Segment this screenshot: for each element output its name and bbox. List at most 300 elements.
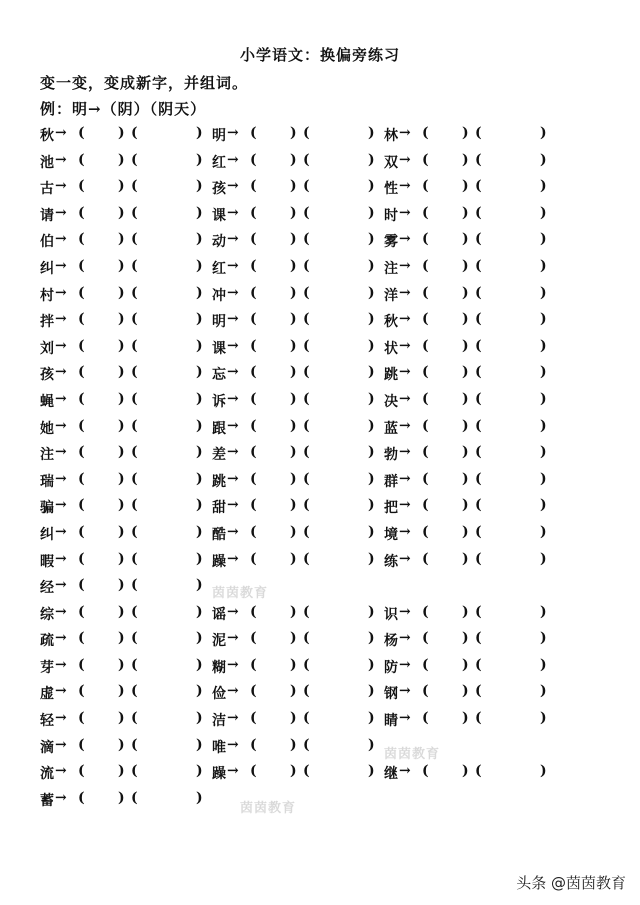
source-character: 滴 <box>40 739 54 756</box>
open-paren: ( <box>475 311 482 328</box>
open-paren: ( <box>250 523 257 540</box>
source-character: 动 <box>212 234 226 251</box>
open-paren: ( <box>422 257 429 274</box>
open-paren: ( <box>303 390 310 407</box>
close-paren: ) <box>540 656 547 673</box>
open-paren: ( <box>78 497 85 514</box>
arrow-icon: → <box>55 470 67 487</box>
arrow-icon: → <box>55 683 67 700</box>
close-paren: ) <box>368 603 375 620</box>
exercise-row <box>0 334 640 361</box>
open-paren: ( <box>475 763 482 780</box>
open-paren: ( <box>250 656 257 673</box>
close-paren: ) <box>368 417 375 434</box>
open-paren: ( <box>303 656 310 673</box>
arrow-icon: → <box>227 444 239 461</box>
close-paren: ) <box>368 656 375 673</box>
arrow-icon: → <box>55 178 67 195</box>
arrow-icon: → <box>55 630 67 647</box>
arrow-icon: → <box>227 497 239 514</box>
exercise-row <box>0 573 640 600</box>
arrow-icon: → <box>399 337 411 354</box>
close-paren: ) <box>118 630 125 647</box>
source-character: 跳 <box>384 367 398 384</box>
exercise-row <box>0 626 640 653</box>
close-paren: ) <box>368 311 375 328</box>
close-paren: ) <box>290 390 297 407</box>
open-paren: ( <box>303 630 310 647</box>
arrow-icon: → <box>227 204 239 221</box>
open-paren: ( <box>303 364 310 381</box>
arrow-icon: → <box>227 683 239 700</box>
open-paren: ( <box>250 470 257 487</box>
close-paren: ) <box>196 789 203 806</box>
source-character: 钢 <box>384 686 398 703</box>
open-paren: ( <box>303 204 310 221</box>
exercise-row <box>0 733 640 760</box>
page-title: 小学语文：换偏旁练习 <box>239 46 400 64</box>
close-paren: ) <box>368 364 375 381</box>
open-paren: ( <box>131 337 138 354</box>
open-paren: ( <box>250 125 257 141</box>
source-character: 骗 <box>40 500 54 517</box>
source-character: 课 <box>212 207 226 224</box>
close-paren: ) <box>368 736 375 753</box>
open-paren: ( <box>303 444 310 461</box>
close-paren: ) <box>462 204 469 221</box>
open-paren: ( <box>303 178 310 195</box>
arrow-icon: → <box>55 390 67 407</box>
open-paren: ( <box>250 337 257 354</box>
open-paren: ( <box>131 789 138 806</box>
close-paren: ) <box>462 390 469 407</box>
close-paren: ) <box>196 630 203 647</box>
close-paren: ) <box>462 125 469 141</box>
open-paren: ( <box>78 470 85 487</box>
open-paren: ( <box>303 603 310 620</box>
open-paren: ( <box>422 630 429 647</box>
source-character: 纠 <box>40 526 54 543</box>
open-paren: ( <box>250 364 257 381</box>
close-paren: ) <box>118 178 125 195</box>
source-character: 识 <box>384 606 398 623</box>
source-character: 谣 <box>212 606 226 623</box>
close-paren: ) <box>290 497 297 514</box>
exercise-row <box>0 600 640 627</box>
open-paren: ( <box>250 151 257 168</box>
source-character: 杨 <box>384 633 398 650</box>
open-paren: ( <box>131 257 138 274</box>
close-paren: ) <box>462 257 469 274</box>
source-footer: 头条 @茵茵教育 <box>516 874 626 892</box>
close-paren: ) <box>118 125 125 141</box>
arrow-icon: → <box>55 364 67 381</box>
arrow-icon: → <box>399 656 411 673</box>
open-paren: ( <box>78 577 85 594</box>
open-paren: ( <box>475 390 482 407</box>
open-paren: ( <box>475 231 482 248</box>
open-paren: ( <box>475 470 482 487</box>
arrow-icon: → <box>399 763 411 780</box>
open-paren: ( <box>422 497 429 514</box>
open-paren: ( <box>475 284 482 301</box>
watermark: 茵茵教育 <box>240 801 297 816</box>
close-paren: ) <box>540 178 547 195</box>
close-paren: ) <box>368 630 375 647</box>
close-paren: ) <box>118 577 125 594</box>
arrow-icon: → <box>227 630 239 647</box>
close-paren: ) <box>540 231 547 248</box>
source-character: 刘 <box>40 340 54 357</box>
close-paren: ) <box>462 683 469 700</box>
open-paren: ( <box>475 550 482 567</box>
close-paren: ) <box>290 630 297 647</box>
open-paren: ( <box>250 204 257 221</box>
arrow-icon: → <box>55 736 67 753</box>
arrow-icon: → <box>399 390 411 407</box>
open-paren: ( <box>250 311 257 328</box>
open-paren: ( <box>78 231 85 248</box>
close-paren: ) <box>368 710 375 727</box>
arrow-icon: → <box>227 523 239 540</box>
source-character: 躁 <box>212 766 226 783</box>
close-paren: ) <box>196 523 203 540</box>
open-paren: ( <box>250 736 257 753</box>
close-paren: ) <box>196 284 203 301</box>
close-paren: ) <box>118 204 125 221</box>
open-paren: ( <box>78 178 85 195</box>
close-paren: ) <box>462 710 469 727</box>
close-paren: ) <box>540 390 547 407</box>
open-paren: ( <box>78 151 85 168</box>
close-paren: ) <box>462 151 469 168</box>
arrow-icon: → <box>55 337 67 354</box>
open-paren: ( <box>250 231 257 248</box>
arrow-icon: → <box>399 125 411 141</box>
open-paren: ( <box>78 364 85 381</box>
source-character: 孩 <box>40 367 54 384</box>
open-paren: ( <box>78 630 85 647</box>
open-paren: ( <box>250 417 257 434</box>
close-paren: ) <box>368 763 375 780</box>
open-paren: ( <box>250 683 257 700</box>
source-character: 躁 <box>212 553 226 570</box>
open-paren: ( <box>303 417 310 434</box>
open-paren: ( <box>422 550 429 567</box>
open-paren: ( <box>131 444 138 461</box>
close-paren: ) <box>290 550 297 567</box>
close-paren: ) <box>290 710 297 727</box>
open-paren: ( <box>475 523 482 540</box>
arrow-icon: → <box>399 231 411 248</box>
source-character: 秋 <box>40 128 54 144</box>
open-paren: ( <box>78 444 85 461</box>
arrow-icon: → <box>399 550 411 567</box>
exercise-row <box>0 493 640 520</box>
source-character: 蝇 <box>40 393 54 410</box>
open-paren: ( <box>422 710 429 727</box>
open-paren: ( <box>131 630 138 647</box>
open-paren: ( <box>475 417 482 434</box>
close-paren: ) <box>118 151 125 168</box>
source-character: 洋 <box>384 287 398 304</box>
close-paren: ) <box>462 417 469 434</box>
close-paren: ) <box>462 470 469 487</box>
close-paren: ) <box>368 337 375 354</box>
source-character: 决 <box>384 393 398 410</box>
arrow-icon: → <box>55 789 67 806</box>
open-paren: ( <box>303 550 310 567</box>
arrow-icon: → <box>227 311 239 328</box>
source-character: 古 <box>40 181 54 198</box>
close-paren: ) <box>196 390 203 407</box>
close-paren: ) <box>368 284 375 301</box>
open-paren: ( <box>303 337 310 354</box>
open-paren: ( <box>131 390 138 407</box>
open-paren: ( <box>131 497 138 514</box>
open-paren: ( <box>131 736 138 753</box>
open-paren: ( <box>131 231 138 248</box>
source-character: 防 <box>384 659 398 676</box>
close-paren: ) <box>196 231 203 248</box>
close-paren: ) <box>196 763 203 780</box>
open-paren: ( <box>422 656 429 673</box>
close-paren: ) <box>540 337 547 354</box>
open-paren: ( <box>422 125 429 141</box>
source-character: 疏 <box>40 633 54 650</box>
arrow-icon: → <box>55 204 67 221</box>
open-paren: ( <box>131 204 138 221</box>
arrow-icon: → <box>227 736 239 753</box>
open-paren: ( <box>422 763 429 780</box>
exercise-row <box>0 467 640 494</box>
arrow-icon: → <box>399 257 411 274</box>
close-paren: ) <box>196 497 203 514</box>
open-paren: ( <box>250 284 257 301</box>
source-character: 综 <box>40 606 54 623</box>
close-paren: ) <box>462 497 469 514</box>
close-paren: ) <box>540 523 547 540</box>
arrow-icon: → <box>55 417 67 434</box>
close-paren: ) <box>540 311 547 328</box>
close-paren: ) <box>368 550 375 567</box>
close-paren: ) <box>290 337 297 354</box>
open-paren: ( <box>250 710 257 727</box>
source-character: 境 <box>384 526 398 543</box>
close-paren: ) <box>196 204 203 221</box>
close-paren: ) <box>290 417 297 434</box>
arrow-icon: → <box>227 125 239 141</box>
open-paren: ( <box>303 523 310 540</box>
close-paren: ) <box>368 257 375 274</box>
close-paren: ) <box>118 736 125 753</box>
exercise-row <box>0 440 640 467</box>
close-paren: ) <box>196 337 203 354</box>
source-character: 性 <box>384 181 398 198</box>
example-text: 例：明→（阴）（阴天） <box>40 100 207 118</box>
close-paren: ) <box>118 470 125 487</box>
close-paren: ) <box>462 603 469 620</box>
arrow-icon: → <box>399 178 411 195</box>
instruction-text: 变一变，变成新字，并组词。 <box>40 74 249 92</box>
close-paren: ) <box>196 417 203 434</box>
close-paren: ) <box>118 523 125 540</box>
open-paren: ( <box>78 523 85 540</box>
close-paren: ) <box>290 736 297 753</box>
source-character: 跳 <box>212 473 226 490</box>
open-paren: ( <box>250 497 257 514</box>
source-character: 忘 <box>212 367 226 384</box>
source-character: 诉 <box>212 393 226 410</box>
open-paren: ( <box>78 337 85 354</box>
source-character: 继 <box>384 766 398 783</box>
arrow-icon: → <box>55 550 67 567</box>
arrow-icon: → <box>55 710 67 727</box>
arrow-icon: → <box>227 417 239 434</box>
open-paren: ( <box>250 550 257 567</box>
open-paren: ( <box>78 417 85 434</box>
arrow-icon: → <box>227 151 239 168</box>
source-character: 蓄 <box>40 792 54 809</box>
source-character: 池 <box>40 154 54 171</box>
open-paren: ( <box>131 178 138 195</box>
open-paren: ( <box>422 390 429 407</box>
arrow-icon: → <box>55 151 67 168</box>
close-paren: ) <box>540 550 547 567</box>
source-character: 勃 <box>384 447 398 464</box>
arrow-icon: → <box>227 656 239 673</box>
close-paren: ) <box>368 444 375 461</box>
source-character: 洁 <box>212 713 226 730</box>
arrow-icon: → <box>399 523 411 540</box>
open-paren: ( <box>250 630 257 647</box>
arrow-icon: → <box>55 603 67 620</box>
open-paren: ( <box>250 257 257 274</box>
open-paren: ( <box>250 390 257 407</box>
open-paren: ( <box>78 763 85 780</box>
source-character: 虚 <box>40 686 54 703</box>
source-character: 明 <box>212 128 226 144</box>
exercise-row <box>0 201 640 228</box>
open-paren: ( <box>131 550 138 567</box>
source-character: 红 <box>212 154 226 171</box>
close-paren: ) <box>196 550 203 567</box>
source-character: 拌 <box>40 314 54 331</box>
close-paren: ) <box>368 683 375 700</box>
close-paren: ) <box>196 683 203 700</box>
exercise-table <box>0 121 640 812</box>
close-paren: ) <box>540 417 547 434</box>
open-paren: ( <box>422 444 429 461</box>
close-paren: ) <box>290 178 297 195</box>
source-character: 糊 <box>212 659 226 676</box>
source-character: 纠 <box>40 260 54 277</box>
exercise-row <box>0 520 640 547</box>
close-paren: ) <box>540 497 547 514</box>
source-character: 酷 <box>212 526 226 543</box>
close-paren: ) <box>196 603 203 620</box>
open-paren: ( <box>303 710 310 727</box>
open-paren: ( <box>475 683 482 700</box>
close-paren: ) <box>540 151 547 168</box>
open-paren: ( <box>78 683 85 700</box>
open-paren: ( <box>475 710 482 727</box>
close-paren: ) <box>196 257 203 274</box>
exercise-row <box>0 786 640 813</box>
open-paren: ( <box>131 125 138 141</box>
open-paren: ( <box>131 656 138 673</box>
close-paren: ) <box>290 204 297 221</box>
source-character: 跟 <box>212 420 226 437</box>
close-paren: ) <box>540 284 547 301</box>
close-paren: ) <box>368 231 375 248</box>
open-paren: ( <box>131 311 138 328</box>
close-paren: ) <box>196 364 203 381</box>
source-character: 伯 <box>40 234 54 251</box>
close-paren: ) <box>290 763 297 780</box>
close-paren: ) <box>540 630 547 647</box>
close-paren: ) <box>368 390 375 407</box>
source-character: 蓝 <box>384 420 398 437</box>
arrow-icon: → <box>55 125 67 141</box>
close-paren: ) <box>196 178 203 195</box>
close-paren: ) <box>540 763 547 780</box>
open-paren: ( <box>78 257 85 274</box>
arrow-icon: → <box>399 710 411 727</box>
source-character: 练 <box>384 553 398 570</box>
close-paren: ) <box>290 603 297 620</box>
open-paren: ( <box>131 151 138 168</box>
open-paren: ( <box>131 364 138 381</box>
open-paren: ( <box>475 364 482 381</box>
open-paren: ( <box>422 603 429 620</box>
exercise-row <box>0 414 640 441</box>
open-paren: ( <box>303 683 310 700</box>
arrow-icon: → <box>227 231 239 248</box>
open-paren: ( <box>303 470 310 487</box>
close-paren: ) <box>540 125 547 141</box>
close-paren: ) <box>290 470 297 487</box>
close-paren: ) <box>118 444 125 461</box>
source-character: 她 <box>40 420 54 437</box>
close-paren: ) <box>118 683 125 700</box>
source-character: 注 <box>40 447 54 464</box>
arrow-icon: → <box>399 151 411 168</box>
close-paren: ) <box>118 417 125 434</box>
source-character: 暇 <box>40 553 54 570</box>
close-paren: ) <box>368 178 375 195</box>
arrow-icon: → <box>399 364 411 381</box>
close-paren: ) <box>196 444 203 461</box>
close-paren: ) <box>118 497 125 514</box>
open-paren: ( <box>131 470 138 487</box>
close-paren: ) <box>462 231 469 248</box>
arrow-icon: → <box>227 603 239 620</box>
open-paren: ( <box>475 444 482 461</box>
open-paren: ( <box>131 523 138 540</box>
open-paren: ( <box>303 284 310 301</box>
arrow-icon: → <box>55 523 67 540</box>
close-paren: ) <box>196 736 203 753</box>
source-character: 把 <box>384 500 398 517</box>
close-paren: ) <box>196 577 203 594</box>
exercise-row <box>0 706 640 733</box>
open-paren: ( <box>422 337 429 354</box>
arrow-icon: → <box>399 603 411 620</box>
open-paren: ( <box>78 710 85 727</box>
open-paren: ( <box>422 151 429 168</box>
arrow-icon: → <box>399 497 411 514</box>
